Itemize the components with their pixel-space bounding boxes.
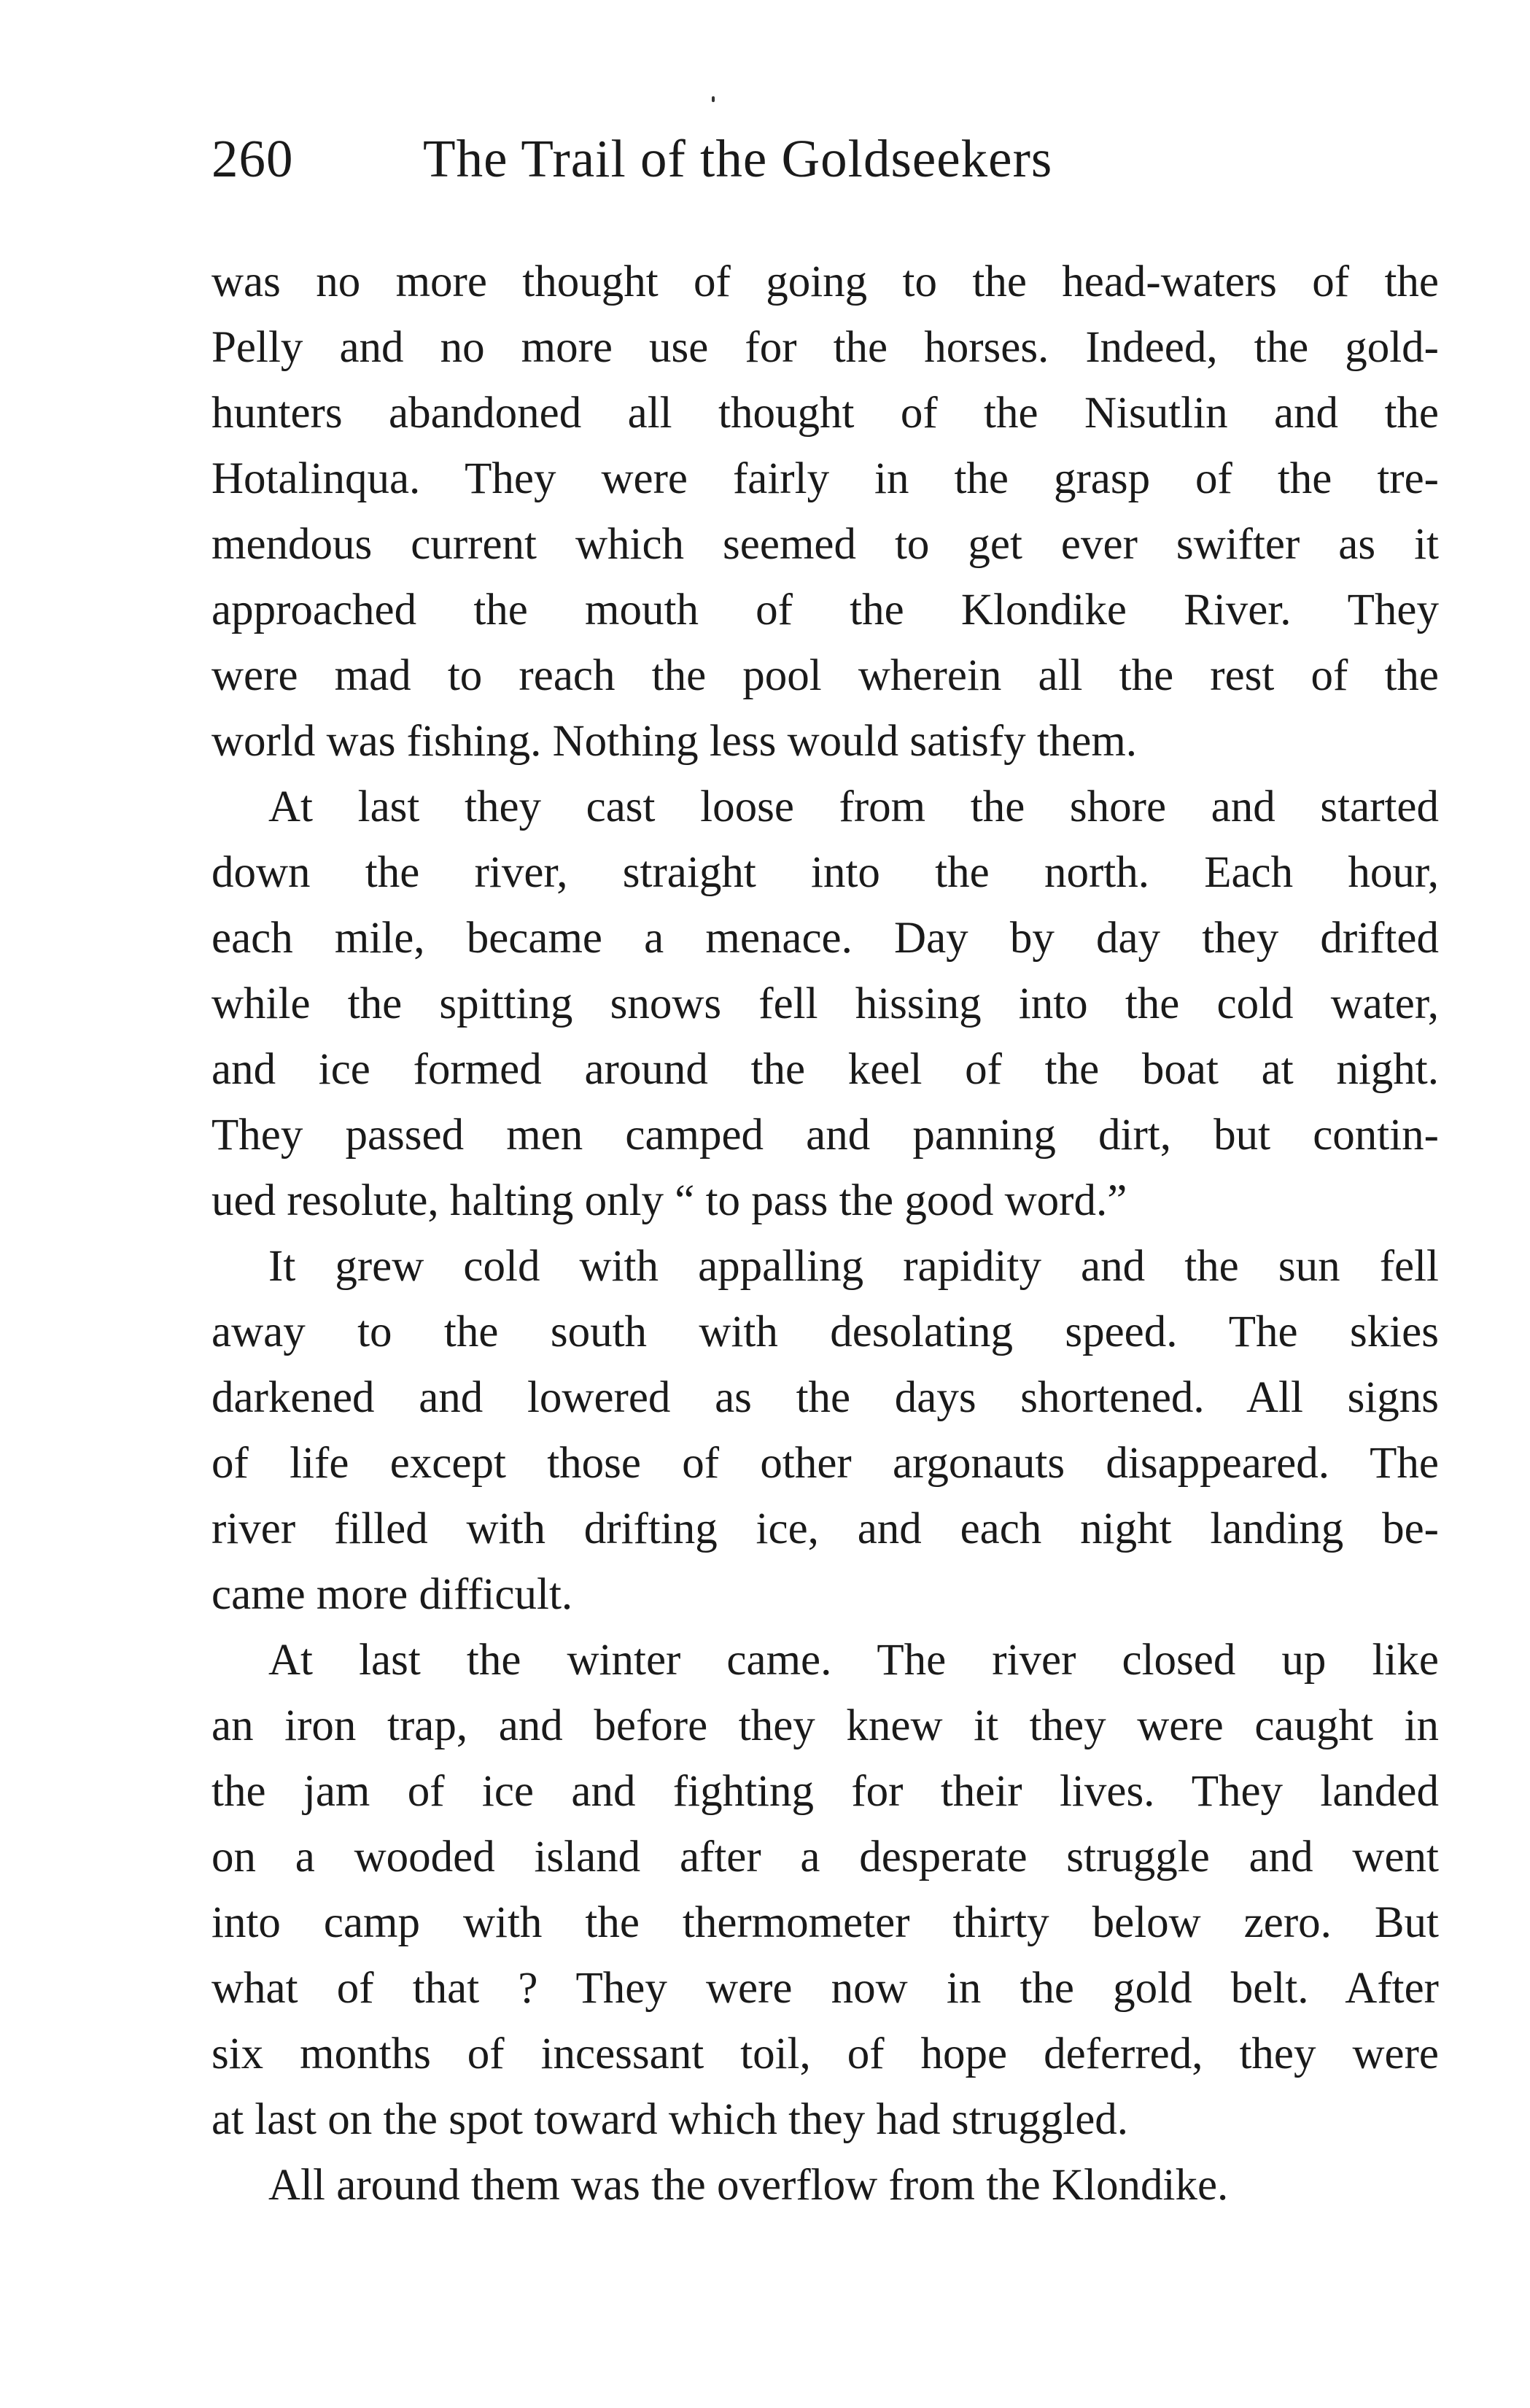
text-line: the jam of ice and fighting for their lives. They landed — [211, 1767, 1439, 1816]
text-line: It grew cold with appalling rapidity and the sun fell — [268, 1242, 1439, 1291]
book-title: The Trail of the Goldseekers — [423, 129, 1053, 188]
text-line: darkened and lowered as the days shortened. All signs — [211, 1373, 1439, 1422]
text-line: six months of incessant toil, of hope deferred, they were — [211, 2030, 1439, 2078]
text-line: Hotalinqua. They were fairly in the grasp of the tre- — [211, 454, 1439, 503]
text-line: They passed men camped and panning dirt, but contin- — [211, 1111, 1439, 1160]
text-line: at last on the spot toward which they had struggled. — [211, 2095, 1129, 2144]
text-line: and ice formed around the keel of the boat at night. — [211, 1045, 1439, 1094]
text-line: while the spitting snows fell hissing into the cold water, — [211, 979, 1439, 1028]
text-line: Pelly and no more use for the horses. Indeed, the gold- — [211, 323, 1439, 372]
text-line: down the river, straight into the north. Each hour, — [211, 848, 1439, 897]
text-line: each mile, became a menace. Day by day they drifted — [211, 914, 1439, 963]
page-number: 260 — [211, 129, 294, 188]
running-head — [211, 123, 1451, 195]
text-line: on a wooded island after a desperate struggle and went — [211, 1833, 1439, 1881]
text-line: away to the south with desolating speed. The skies — [211, 1308, 1439, 1356]
text-line: approached the mouth of the Klondike River. They — [211, 586, 1439, 634]
text-line: an iron trap, and before they knew it they were caught in — [211, 1701, 1439, 1750]
text-line: what of that ? They were now in the gold belt. After — [211, 1964, 1439, 2013]
text-line: ued resolute, halting only “ to pass the good word.” — [211, 1176, 1127, 1225]
text-line: river filled with drifting ice, and each night landing be- — [211, 1504, 1439, 1553]
text-line: were mad to reach the pool wherein all the rest of the — [211, 651, 1439, 700]
text-line: came more difficult. — [211, 1570, 573, 1619]
text-line: was no more thought of going to the head-waters of the — [211, 257, 1439, 306]
text-line: At last the winter came. The river closed up like — [268, 1636, 1439, 1685]
text-line: of life except those of other argonauts disappeared. The — [211, 1439, 1439, 1488]
text-line: At last they cast loose from the shore and started — [268, 782, 1439, 831]
text-line: world was fishing. Nothing less would satisfy them. — [211, 717, 1138, 766]
text-line: hunters abandoned all thought of the Nisutlin and the — [211, 389, 1439, 438]
text-line: All around them was the overflow from the Klondike. — [268, 2161, 1229, 2210]
text-line: into camp with the thermometer thirty below zero. But — [211, 1898, 1439, 1947]
print-speck — [712, 96, 715, 102]
text-line: mendous current which seemed to get ever swifter as it — [211, 520, 1439, 569]
